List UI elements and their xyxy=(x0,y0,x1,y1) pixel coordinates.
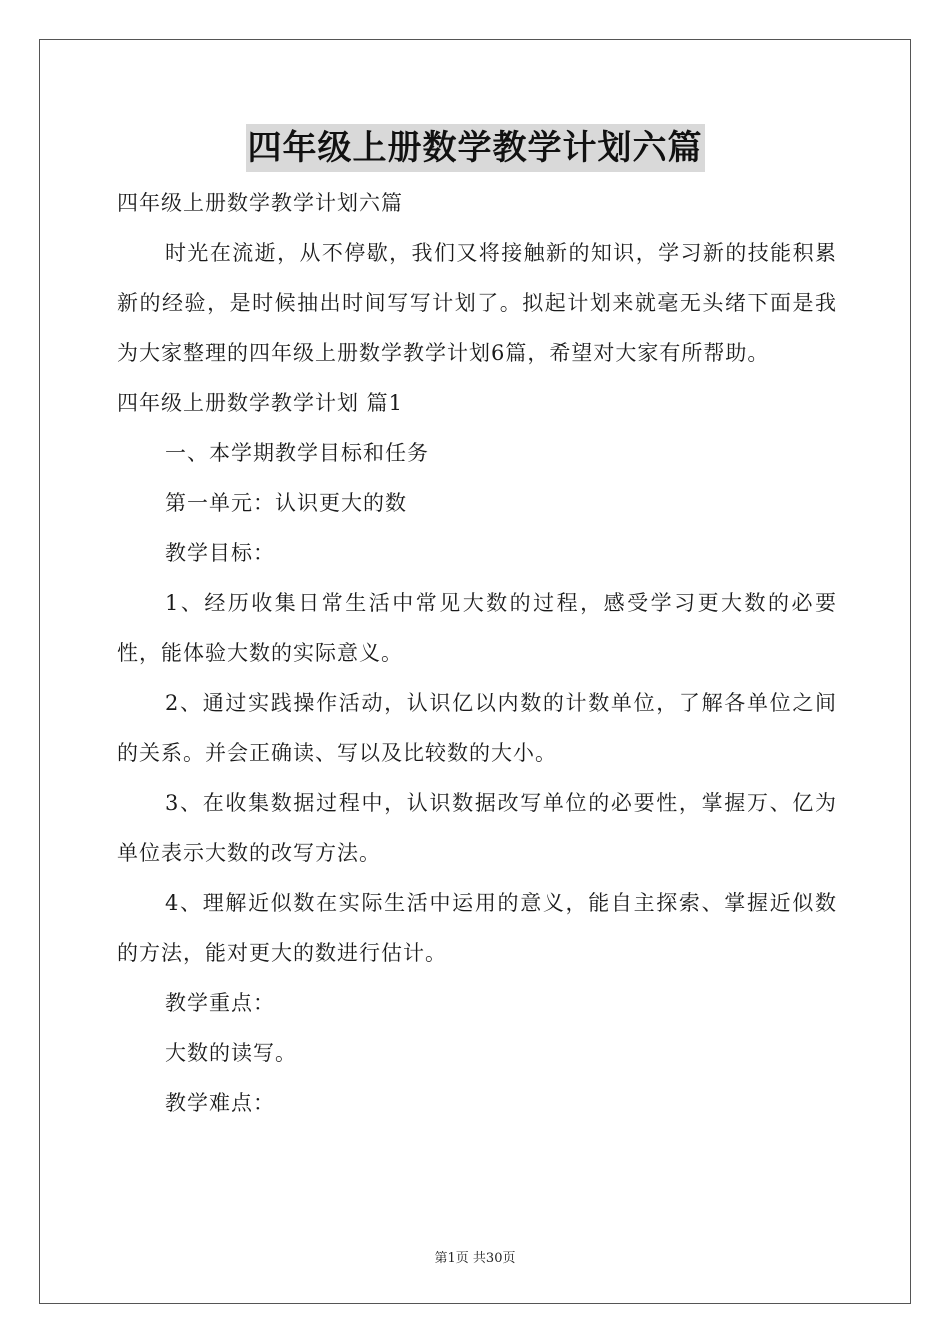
title-container xyxy=(0,124,950,172)
paragraph-key-points: 教学重点： xyxy=(165,991,275,1015)
section-heading: 四年级上册数学教学计划 篇1 xyxy=(117,391,404,415)
paragraph-goal-3: 3、在收集数据过程中，认识数据改写单位的必要性，掌握万、亿为单位表示大数的改写方法。 xyxy=(117,791,837,865)
paragraph-unit-1: 第一单元：认识更大的数 xyxy=(165,491,407,515)
intro-paragraph: 时光在流逝，从不停歇，我们又将接触新的知识，学习新的技能积累新的经验，是时候抽出时间写写计划了。拟起计划来就毫无头绪下面是我为大家整理的四年级上册数学教学计划6篇，希望对大家有所帮助。 xyxy=(117,241,837,365)
document-title: 四年级上册数学教学计划六篇 xyxy=(246,124,705,172)
document-body xyxy=(117,178,837,1128)
page-number: 第1页 共30页 xyxy=(434,1251,516,1266)
paragraph-key-point-1: 大数的读写。 xyxy=(165,1041,297,1065)
paragraph-teaching-goals: 教学目标： xyxy=(165,541,275,565)
paragraph-goal-1: 1、经历收集日常生活中常见大数的过程，感受学习更大数的必要性，能体验大数的实际意义。 xyxy=(117,591,837,665)
paragraph-goals-heading: 一、本学期教学目标和任务 xyxy=(165,441,429,465)
page-footer xyxy=(0,1247,950,1266)
paragraph-goal-4: 4、理解近似数在实际生活中运用的意义，能自主探索、掌握近似数的方法，能对更大的数进行估计。 xyxy=(117,891,837,965)
paragraph-goal-2: 2、通过实践操作活动，认识亿以内数的计数单位，了解各单位之间的关系。并会正确读、写以及比较数的大小。 xyxy=(117,691,837,765)
paragraph-difficulties: 教学难点： xyxy=(165,1091,275,1115)
document-subtitle: 四年级上册数学教学计划六篇 xyxy=(117,191,403,215)
